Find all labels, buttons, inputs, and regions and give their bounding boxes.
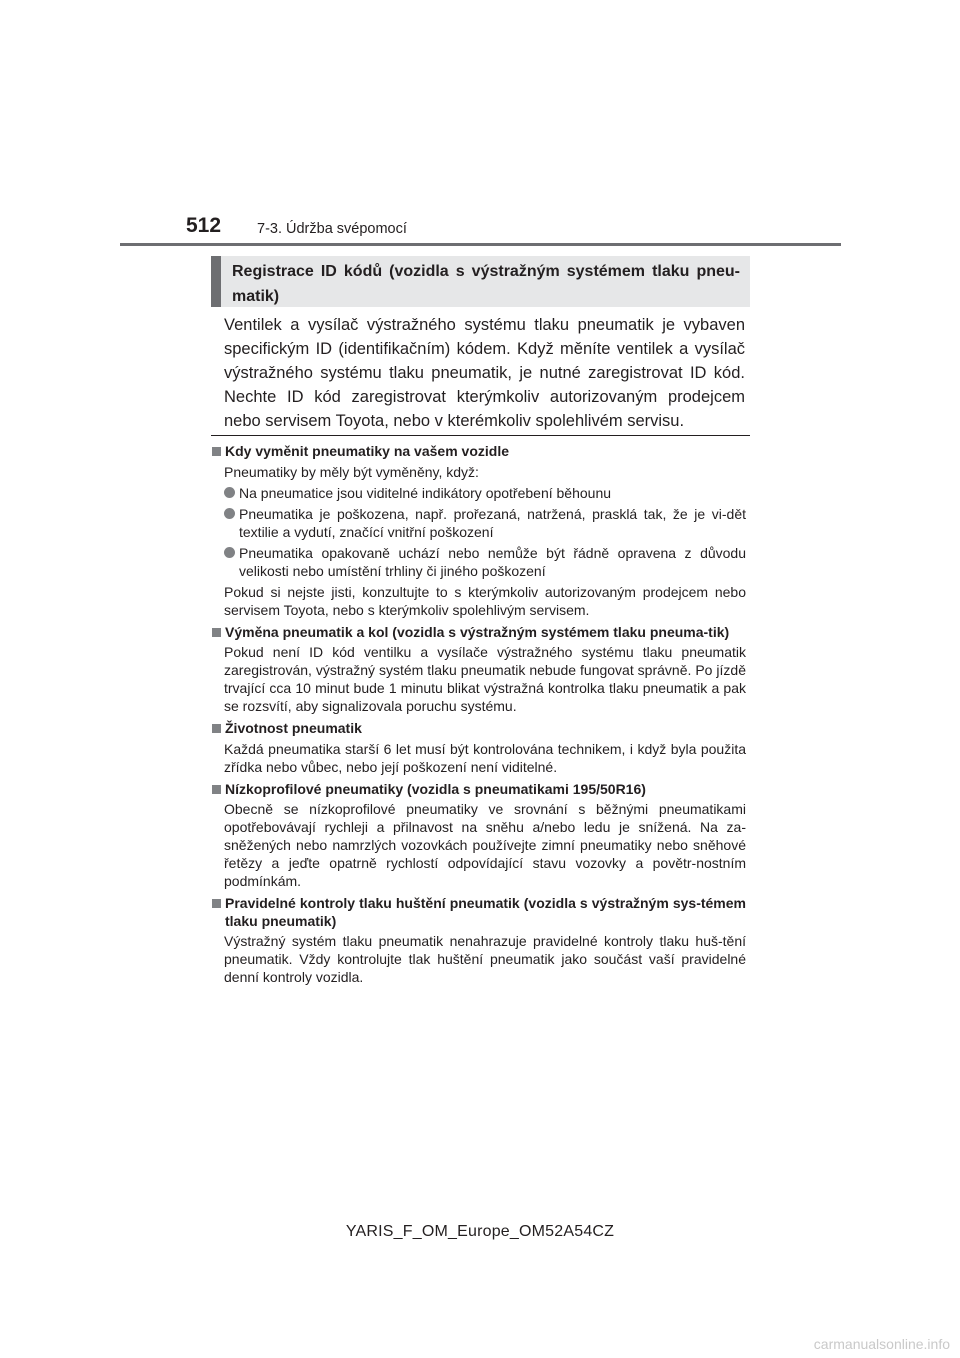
note-text: Výstražný systém tlaku pneumatik nenahrazuje pravidelné kontroly tlaku huš-tění pneumatik. Vždy kontrolujte tlak huštění pneumatik jako součást vaší pravidelné denní kontroly vozidla. — [224, 933, 746, 985]
watermark: carmanualsonline.info — [813, 1336, 950, 1352]
document-code-footer: YARIS_F_OM_Europe_OM52A54CZ — [345, 1223, 615, 1240]
note-text: Pokud není ID kód ventilku a vysílače výstražného systému tlaku pneumatik zaregistrován, výstražný systém tlaku pneumatik nebude fungovat správně. Po jízdě trvající cca 10 minut bude 1 minutu blikat výstražná kontrolka tlaku pneumatik a pak se rozsvítí, aby signalizovala poruchu systému. — [224, 644, 746, 714]
note-tire-lifespan — [211, 720, 746, 776]
list-item-text: Pneumatika opakovaně uchází nebo nemůže být řádně opravena z důvodu velikosti nebo umístění trhliny či jiného poškození — [239, 544, 746, 579]
note-low-profile-tires — [211, 781, 746, 891]
note-heading — [211, 781, 746, 799]
section-divider — [211, 435, 750, 436]
list-item-text: Pneumatika je poškozena, např. prořezaná, natržená, prasklá tak, že je vi-dět textilie a vydutí, značící vnitřní poškození — [239, 505, 746, 540]
section-heading-box — [211, 256, 750, 307]
note-heading-text: Životnost pneumatik — [225, 720, 362, 736]
list-item-text: Na pneumatice jsou viditelné indikátory opotřebení běhounu — [239, 484, 612, 501]
header-rule — [120, 243, 841, 246]
note-heading — [211, 895, 746, 930]
note-heading — [211, 720, 746, 738]
circle-bullet-icon — [224, 508, 235, 519]
circle-bullet-icon — [224, 487, 235, 498]
note-tire-replacement-timing — [211, 443, 746, 619]
note-text: Obecně se nízkoprofilové pneumatiky ve srovnání s běžnými pneumatikami opotřebovávají rychleji a přilnavost na sněhu a/nebo ledu je snížená. Na za-sněžených nebo namrzlých vozovkách používejte zimní pneumatiky nebo sněhové řetězy a jeďte opatrně rychlostí odpovídající stavu vozovky a povětr-nostním podmínkám. — [224, 801, 746, 889]
note-heading-text: Pravidelné kontroly tlaku huštění pneumatik (vozidla s výstražným sys-témem tlaku pneumatik) — [225, 895, 746, 929]
page-number: 512 — [186, 214, 222, 237]
note-heading-text: Kdy vyměnit pneumatiky na vašem vozidle — [225, 443, 509, 459]
list-item — [224, 505, 746, 541]
circle-bullet-icon — [224, 547, 235, 558]
chapter-title: 7-3. Údržba svépomocí — [257, 221, 407, 237]
note-heading — [211, 443, 746, 461]
section-intro: Ventilek a vysílač výstražného systému tlaku pneumatik je vybaven specifickým ID (identifikačním) kódem. Když měníte ventilek a vysílač výstražného systému tlaku pneumatik, je nutné zaregistrovat ID kód. Nechte ID kód zaregistrovat kterýmkoliv autorizovaným prodejcem nebo servisem Toyota, nebo v kterémkoliv spolehlivém servisu. — [224, 316, 745, 430]
note-heading — [211, 624, 746, 642]
note-intro: Pneumatiky by měly být vyměněny, když: — [224, 463, 479, 480]
list-item — [224, 544, 746, 580]
square-bullet-icon — [212, 899, 221, 908]
list-item — [224, 484, 746, 502]
note-pressure-checks — [211, 895, 746, 986]
section-title: Registrace ID kódů (vozidla s výstražným systémem tlaku pneu-matik) — [232, 263, 740, 305]
note-heading-text: Nízkoprofilové pneumatiky (vozidla s pneumatikami 195/50R16) — [225, 780, 646, 797]
notes-list — [211, 443, 746, 991]
square-bullet-icon — [212, 785, 221, 794]
note-outro: Pokud si nejste jisti, konzultujte to s kterýmkoliv autorizovaným prodejcem nebo servisem Toyota, nebo s kterýmkoliv spolehlivým servisem. — [224, 583, 746, 618]
square-bullet-icon — [212, 447, 221, 456]
square-bullet-icon — [212, 628, 221, 637]
note-heading-text: Výměna pneumatik a kol (vozidla s výstražným systémem tlaku pneuma-tik) — [225, 623, 730, 640]
square-bullet-icon — [212, 724, 221, 733]
note-text: Každá pneumatika starší 6 let musí být kontrolována technikem, i když byla použita zřídka nebo vůbec, nebo její poškození není viditelné. — [224, 740, 746, 775]
note-tire-wheel-replacement — [211, 624, 746, 716]
